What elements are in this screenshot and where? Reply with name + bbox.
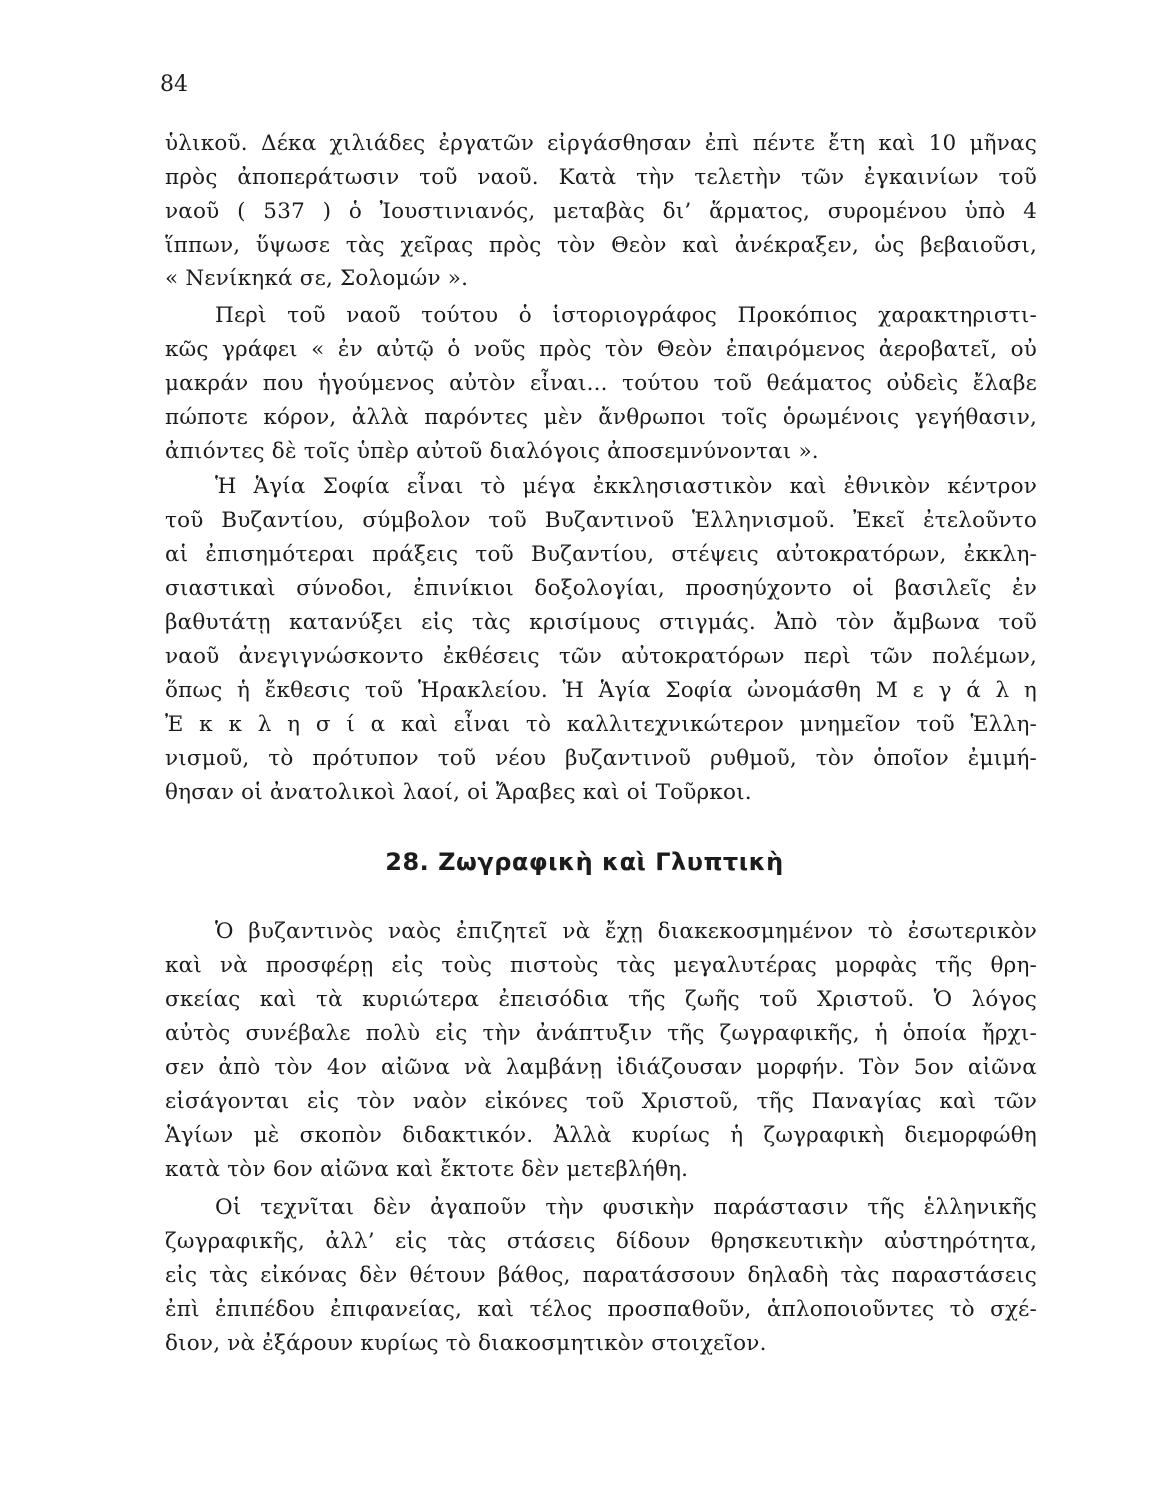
text-line: κῶς γράφει « ἐν αὐτῷ ὁ νοῦς πρὸς τὸν Θεὸν ἐπαιρόμενος ἀεροβατεῖ, οὐ (165, 337, 1037, 362)
text-line: « Νενίκηκά σε, Σολομών ». (165, 266, 469, 291)
text-line: ναοῦ ἀνεγιγνώσκοντο ἐκθέσεις τῶν αὐτοκρατόρων περὶ τῶν πολέμων, (165, 644, 1037, 669)
text-line: διον, νὰ ἐξάρουν κυρίως τὸ διακοσμητικὸν στοιχεῖον. (165, 1331, 767, 1356)
text-line: Περὶ τοῦ ναοῦ τούτου ὁ ἱστοριογράφος Προκόπιος χαρακτηριστι- (215, 303, 1037, 328)
text-line: ὅπως ἡ ἔκθεσις τοῦ Ἡρακλείου. Ἡ Ἁγία Σοφία ὠνομάσθη Μ ε γ ά λ η (165, 678, 1037, 703)
page-number: 84 (160, 72, 188, 97)
text-line: ναοῦ ( 537 ) ὁ Ἰουστινιανός, μεταβὰς δι’ ἅρματος, συρομένου ὑπὸ 4 (165, 199, 1037, 224)
text-line: Οἱ τεχνῖται δὲν ἀγαποῦν τὴν φυσικὴν παράστασιν τῆς ἑλληνικῆς (215, 1195, 1037, 1220)
text-line: Ἐ κ κ λ η σ ί α καὶ εἶναι τὸ καλλιτεχνικώτερον μνημεῖον τοῦ Ἑλλη- (165, 712, 1037, 737)
text-line: πώποτε κόρον, ἀλλὰ παρόντες μὲν ἄνθρωποι τοῖς ὁρωμένοις γεγήθασιν, (165, 405, 1037, 430)
text-line: Ἡ Ἁγία Σοφία εἶναι τὸ μέγα ἐκκλησιαστικὸν καὶ ἐθνικὸν κέντρον (215, 474, 1037, 499)
text-line: σιαστικαὶ σύνοδοι, ἐπινίκιοι δοξολογίαι, προσηύχοντο οἱ βασιλεῖς ἐν (165, 576, 1037, 601)
text-line: ἐπὶ ἐπιπέδου ἐπιφανείας, καὶ τέλος προσπαθοῦν, ἁπλοποιοῦντες τὸ σχέ- (165, 1297, 1037, 1322)
text-line: κατὰ τὸν 6ον αἰῶνα καὶ ἔκτοτε δὲν μετεβλήθη. (165, 1157, 689, 1182)
text-line: εἰς τὰς εἰκόνας δὲν θέτουν βάθος, παρατάσσουν δηλαδὴ τὰς παραστάσεις (165, 1263, 1037, 1288)
text-line: θησαν οἱ ἀνατολικοὶ λαοί, οἱ Ἄραβες καὶ οἱ Τοῦρκοι. (165, 780, 752, 805)
section-heading: 28. Ζωγραφικὴ καὶ Γλυπτικὴ (385, 848, 784, 876)
text-line: καὶ νὰ προσφέρῃ εἰς τοὺς πιστοὺς τὰς μεγαλυτέρας μορφὰς τῆς θρη- (165, 953, 1037, 978)
text-line: Ἁγίων μὲ σκοπὸν διδακτικόν. Ἀλλὰ κυρίως ἡ ζωγραφικὴ διεμορφώθη (165, 1123, 1037, 1148)
text-line: μακράν που ἡγούμενος αὐτὸν εἶναι... τούτου τοῦ θεάματος οὐδεὶς ἔλαβε (165, 371, 1037, 396)
text-line: ζωγραφικῆς, ἀλλ’ εἰς τὰς στάσεις δίδουν θρησκευτικὴν αὐστηρότητα, (165, 1229, 1037, 1254)
text-line: ἵππων, ὕψωσε τὰς χεῖρας πρὸς τὸν Θεὸν καὶ ἀνέκραξεν, ὡς βεβαιοῦσι, (165, 233, 1037, 258)
text-line: σκείας καὶ τὰ κυριώτερα ἐπεισόδια τῆς ζωῆς τοῦ Χριστοῦ. Ὁ λόγος (165, 987, 1037, 1012)
text-line: αὐτὸς συνέβαλε πολὺ εἰς τὴν ἀνάπτυξιν τῆς ζωγραφικῆς, ἡ ὁποία ἤρχι- (165, 1021, 1037, 1046)
text-line: πρὸς ἀποπεράτωσιν τοῦ ναοῦ. Κατὰ τὴν τελετὴν τῶν ἐγκαινίων τοῦ (165, 165, 1037, 190)
text-line: βαθυτάτῃ κατανύξει εἰς τὰς κρισίμους στιγμάς. Ἀπὸ τὸν ἄμβωνα τοῦ (165, 610, 1037, 635)
text-line: ὑλικοῦ. Δέκα χιλιάδες ἐργατῶν εἰργάσθησαν ἐπὶ πέντε ἔτη καὶ 10 μῆνας (165, 131, 1037, 156)
text-line: αἱ ἐπισημότεραι πράξεις τοῦ Βυζαντίου, στέψεις αὐτοκρατόρων, ἐκκλη- (165, 542, 1037, 567)
text-line: τοῦ Βυζαντίου, σύμβολον τοῦ Βυζαντινοῦ Ἑλληνισμοῦ. Ἐκεῖ ἐτελοῦντο (165, 508, 1037, 533)
text-line: νισμοῦ, τὸ πρότυπον τοῦ νέου βυζαντινοῦ ρυθμοῦ, τὸν ὁποῖον ἐμιμή- (165, 746, 1037, 771)
text-line: εἰσάγονται εἰς τὸν ναὸν εἰκόνες τοῦ Χριστοῦ, τῆς Παναγίας καὶ τῶν (165, 1089, 1037, 1114)
text-line: ἀπιόντες δὲ τοῖς ὑπὲρ αὐτοῦ διαλόγοις ἀποσεμνύνονται ». (165, 439, 819, 464)
text-line: Ὁ βυζαντινὸς ναὸς ἐπιζητεῖ νὰ ἔχῃ διακεκοσμημένον τὸ ἐσωτερικὸν (215, 919, 1037, 944)
text-line: σεν ἀπὸ τὸν 4ον αἰῶνα νὰ λαμβάνῃ ἰδιάζουσαν μορφήν. Τὸν 5ον αἰῶνα (165, 1055, 1037, 1080)
